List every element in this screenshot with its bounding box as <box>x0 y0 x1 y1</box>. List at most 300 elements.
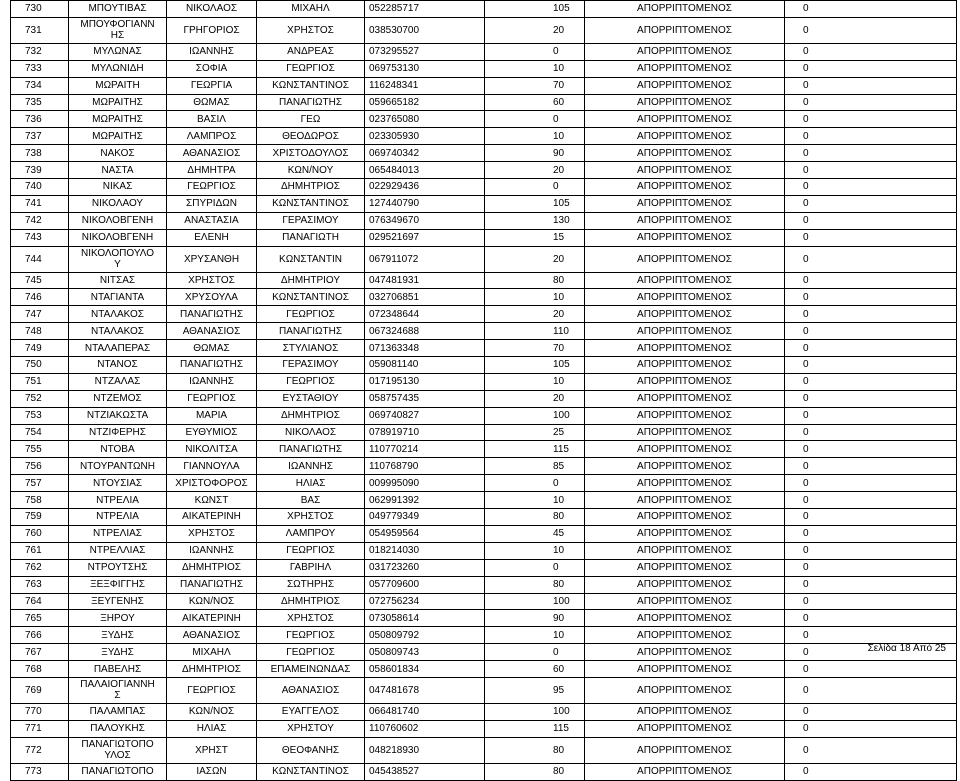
table-row <box>11 390 957 407</box>
cell-status: ΑΠΟΡΡΙΠΤΟΜΕΝΟΣ <box>585 424 785 441</box>
table-row <box>11 593 957 610</box>
cell-phone: 047481931 <box>365 272 485 289</box>
cell-value: 0 <box>785 424 957 441</box>
cell-phone: 065484013 <box>365 162 485 179</box>
cell-id: 744 <box>11 246 69 272</box>
cell-score: 10 <box>485 128 585 145</box>
cell-value: 0 <box>785 323 957 340</box>
cell-first-name: ΧΡΗΣΤΟΣ <box>167 525 257 542</box>
cell-id: 739 <box>11 162 69 179</box>
cell-surname: ΝΤΖΙΑΚΩΣΤΑ <box>69 407 167 424</box>
cell-phone: 059665182 <box>365 94 485 111</box>
cell-phone: 110760602 <box>365 720 485 737</box>
cell-score: 80 <box>485 509 585 526</box>
cell-first-name: ΘΩΜΑΣ <box>167 94 257 111</box>
table-row <box>11 17 957 43</box>
cell-father-name: ΘΕΟΦΑΝΗΣ <box>257 737 365 763</box>
table-row <box>11 542 957 559</box>
cell-value: 0 <box>785 128 957 145</box>
cell-surname: ΠΑΒΕΛΗΣ <box>69 661 167 678</box>
cell-phone: 059081140 <box>365 357 485 374</box>
cell-status: ΑΠΟΡΡΙΠΤΟΜΕΝΟΣ <box>585 323 785 340</box>
cell-phone: 054959564 <box>365 525 485 542</box>
page-footer: Σελίδα 18 Από 25 <box>867 643 946 654</box>
cell-id: 738 <box>11 145 69 162</box>
table-row <box>11 1 957 18</box>
cell-phone: 049779349 <box>365 509 485 526</box>
cell-id: 754 <box>11 424 69 441</box>
cell-value: 0 <box>785 720 957 737</box>
cell-value: 0 <box>785 246 957 272</box>
cell-first-name: ΓΕΩΡΓΙΑ <box>167 77 257 94</box>
cell-surname: ΝΤΑΓΙΑΝΤΑ <box>69 289 167 306</box>
cell-id: 762 <box>11 559 69 576</box>
cell-id: 733 <box>11 60 69 77</box>
cell-score: 115 <box>485 720 585 737</box>
cell-surname: ΜΥΛΩΝΙΔΗ <box>69 60 167 77</box>
cell-father-name: ΓΕΩΡΓΙΟΣ <box>257 542 365 559</box>
cell-score: 80 <box>485 763 585 780</box>
cell-value: 0 <box>785 610 957 627</box>
cell-status: ΑΠΟΡΡΙΠΤΟΜΕΝΟΣ <box>585 212 785 229</box>
cell-father-name: ΚΩΝΣΤΑΝΤΙΝΟΣ <box>257 763 365 780</box>
table-row <box>11 306 957 323</box>
cell-first-name: ΚΩΝ/ΝΟΣ <box>167 593 257 610</box>
cell-phone: 045438527 <box>365 763 485 780</box>
surname-line: Υ <box>114 259 121 271</box>
cell-surname: ΝΤΟΥΡΑΝΤΩΝΗ <box>69 458 167 475</box>
cell-first-name: ΕΥΘΥΜΙΟΣ <box>167 424 257 441</box>
cell-father-name: ΕΥΑΓΓΕΛΟΣ <box>257 703 365 720</box>
cell-first-name: ΓΕΩΡΓΙΟΣ <box>167 179 257 196</box>
cell-surname: ΝΤΖΑΛΑΣ <box>69 373 167 390</box>
cell-score: 90 <box>485 610 585 627</box>
cell-score: 10 <box>485 627 585 644</box>
cell-score: 10 <box>485 60 585 77</box>
cell-father-name: ΠΑΝΑΓΙΩΤΗΣ <box>257 323 365 340</box>
cell-score: 95 <box>485 677 585 703</box>
cell-first-name: ΧΡΗΣΤ <box>167 737 257 763</box>
cell-status: ΑΠΟΡΡΙΠΤΟΜΕΝΟΣ <box>585 272 785 289</box>
cell-value: 0 <box>785 458 957 475</box>
cell-surname: ΞΥΔΗΣ <box>69 644 167 661</box>
cell-id: 745 <box>11 272 69 289</box>
cell-status: ΑΠΟΡΡΙΠΤΟΜΕΝΟΣ <box>585 289 785 306</box>
cell-first-name: ΒΑΣΙΛ <box>167 111 257 128</box>
cell-value: 0 <box>785 644 957 661</box>
cell-phone: 038530700 <box>365 17 485 43</box>
cell-value: 0 <box>785 559 957 576</box>
cell-surname: ΝΤΟΥΣΙΑΣ <box>69 475 167 492</box>
table-row <box>11 458 957 475</box>
cell-phone: 052285717 <box>365 1 485 18</box>
cell-id: 766 <box>11 627 69 644</box>
cell-phone: 050809792 <box>365 627 485 644</box>
cell-status: ΑΠΟΡΡΙΠΤΟΜΕΝΟΣ <box>585 593 785 610</box>
table-row <box>11 94 957 111</box>
cell-first-name: ΔΗΜΗΤΡΙΟΣ <box>167 559 257 576</box>
cell-first-name: ΔΗΜΗΤΡΙΟΣ <box>167 661 257 678</box>
cell-status: ΑΠΟΡΡΙΠΤΟΜΕΝΟΣ <box>585 475 785 492</box>
cell-father-name: ΚΩΝΣΤΑΝΤΙΝΟΣ <box>257 77 365 94</box>
cell-surname: ΝΤΡΕΛΙΑΣ <box>69 525 167 542</box>
cell-father-name: ΔΗΜΗΤΡΙΟΣ <box>257 593 365 610</box>
cell-phone: 073295527 <box>365 43 485 60</box>
cell-status: ΑΠΟΡΡΙΠΤΟΜΕΝΟΣ <box>585 627 785 644</box>
cell-id: 742 <box>11 212 69 229</box>
cell-phone: 058601834 <box>365 661 485 678</box>
cell-phone: 023305930 <box>365 128 485 145</box>
cell-surname: ΝΙΚΟΛΟΒΓΕΝΗ <box>69 212 167 229</box>
table-row <box>11 737 957 763</box>
cell-father-name: ΧΡΙΣΤΟΔΟΥΛΟΣ <box>257 145 365 162</box>
cell-id: 772 <box>11 737 69 763</box>
cell-surname: ΞΥΔΗΣ <box>69 627 167 644</box>
table-row <box>11 627 957 644</box>
table-row <box>11 475 957 492</box>
cell-status: ΑΠΟΡΡΙΠΤΟΜΕΝΟΣ <box>585 407 785 424</box>
cell-father-name: ΑΝΔΡΕΑΣ <box>257 43 365 60</box>
cell-surname: ΠΑΛΑΜΠΑΣ <box>69 703 167 720</box>
cell-surname: ΠΑΛΟΥΚΗΣ <box>69 720 167 737</box>
cell-father-name: ΒΑΣ <box>257 492 365 509</box>
cell-score: 0 <box>485 475 585 492</box>
cell-surname: ΝΤΑΝΟΣ <box>69 357 167 374</box>
cell-id: 737 <box>11 128 69 145</box>
cell-father-name: ΓΕΩΡΓΙΟΣ <box>257 627 365 644</box>
cell-value: 0 <box>785 1 957 18</box>
table-row <box>11 576 957 593</box>
cell-phone: 023765080 <box>365 111 485 128</box>
table-row <box>11 340 957 357</box>
cell-value: 0 <box>785 373 957 390</box>
cell-status: ΑΠΟΡΡΙΠΤΟΜΕΝΟΣ <box>585 703 785 720</box>
cell-phone: 073058614 <box>365 610 485 627</box>
cell-value: 0 <box>785 229 957 246</box>
cell-value: 0 <box>785 390 957 407</box>
table-row <box>11 43 957 60</box>
cell-score: 0 <box>485 559 585 576</box>
cell-id: 761 <box>11 542 69 559</box>
cell-phone: 057709600 <box>365 576 485 593</box>
cell-first-name: ΙΩΑΝΝΗΣ <box>167 542 257 559</box>
cell-score: 10 <box>485 492 585 509</box>
cell-status: ΑΠΟΡΡΙΠΤΟΜΕΝΟΣ <box>585 43 785 60</box>
cell-first-name: ΛΑΜΠΡΟΣ <box>167 128 257 145</box>
table-row <box>11 492 957 509</box>
cell-surname: ΜΥΛΩΝΑΣ <box>69 43 167 60</box>
cell-phone: 009995090 <box>365 475 485 492</box>
cell-id: 764 <box>11 593 69 610</box>
cell-father-name: ΝΙΚΟΛΑΟΣ <box>257 424 365 441</box>
cell-phone: 110768790 <box>365 458 485 475</box>
cell-phone: 069753130 <box>365 60 485 77</box>
cell-phone: 029521697 <box>365 229 485 246</box>
cell-first-name: ΠΑΝΑΓΙΩΤΗΣ <box>167 306 257 323</box>
cell-id: 736 <box>11 111 69 128</box>
cell-surname: ΝΤΑΛΑΚΟΣ <box>69 323 167 340</box>
cell-value: 0 <box>785 627 957 644</box>
cell-status: ΑΠΟΡΡΙΠΤΟΜΕΝΟΣ <box>585 229 785 246</box>
cell-phone: 076349670 <box>365 212 485 229</box>
cell-surname <box>69 677 167 703</box>
cell-status: ΑΠΟΡΡΙΠΤΟΜΕΝΟΣ <box>585 60 785 77</box>
cell-father-name: ΚΩΝ/ΝΟΥ <box>257 162 365 179</box>
cell-surname: ΞΕΞΦΙΓΓΗΣ <box>69 576 167 593</box>
table-row <box>11 424 957 441</box>
cell-phone: 069740342 <box>365 145 485 162</box>
cell-value: 0 <box>785 763 957 780</box>
cell-score: 100 <box>485 593 585 610</box>
table-row <box>11 357 957 374</box>
cell-id: 768 <box>11 661 69 678</box>
cell-father-name: ΓΕΩΡΓΙΟΣ <box>257 60 365 77</box>
cell-phone: 072756234 <box>365 593 485 610</box>
cell-score: 70 <box>485 340 585 357</box>
cell-phone: 067324688 <box>365 323 485 340</box>
cell-status: ΑΠΟΡΡΙΠΤΟΜΕΝΟΣ <box>585 720 785 737</box>
cell-first-name: ΠΑΝΑΓΙΩΤΗΣ <box>167 357 257 374</box>
cell-surname: ΝΙΚΟΛΑΟΥ <box>69 195 167 212</box>
cell-father-name: ΚΩΝΣΤΑΝΤΙΝ <box>257 246 365 272</box>
cell-surname: ΝΙΤΣΑΣ <box>69 272 167 289</box>
table-row <box>11 323 957 340</box>
cell-father-name: ΧΡΗΣΤΟΣ <box>257 610 365 627</box>
cell-father-name: ΠΑΝΑΓΙΩΤΗΣ <box>257 441 365 458</box>
table-row <box>11 763 957 780</box>
cell-score: 60 <box>485 661 585 678</box>
cell-id: 746 <box>11 289 69 306</box>
cell-id: 757 <box>11 475 69 492</box>
cell-surname: ΝΤΑΛΑΚΟΣ <box>69 306 167 323</box>
table-row <box>11 77 957 94</box>
cell-father-name: ΚΩΝΣΤΑΝΤΙΝΟΣ <box>257 195 365 212</box>
cell-id: 773 <box>11 763 69 780</box>
cell-surname: ΝΤΡΕΛΛΙΑΣ <box>69 542 167 559</box>
cell-first-name: ΑΙΚΑΤΕΡΙΝΗ <box>167 610 257 627</box>
cell-status: ΑΠΟΡΡΙΠΤΟΜΕΝΟΣ <box>585 373 785 390</box>
cell-surname: ΜΩΡΑΙΤΗΣ <box>69 111 167 128</box>
cell-value: 0 <box>785 179 957 196</box>
cell-value: 0 <box>785 60 957 77</box>
cell-id: 758 <box>11 492 69 509</box>
cell-score: 10 <box>485 289 585 306</box>
table-row <box>11 229 957 246</box>
cell-id: 740 <box>11 179 69 196</box>
cell-father-name: ΘΕΟΔΩΡΟΣ <box>257 128 365 145</box>
cell-father-name: ΠΑΝΑΓΙΩΤΗΣ <box>257 94 365 111</box>
cell-first-name: ΙΩΑΝΝΗΣ <box>167 373 257 390</box>
cell-id: 734 <box>11 77 69 94</box>
cell-phone: 110770214 <box>365 441 485 458</box>
cell-score: 130 <box>485 212 585 229</box>
cell-surname: ΝΤΑΛΑΠΕΡΑΣ <box>69 340 167 357</box>
cell-first-name: ΑΙΚΑΤΕΡΙΝΗ <box>167 509 257 526</box>
cell-value: 0 <box>785 525 957 542</box>
cell-phone: 047481678 <box>365 677 485 703</box>
cell-first-name: ΝΙΚΟΛΑΟΣ <box>167 1 257 18</box>
cell-phone: 031723260 <box>365 559 485 576</box>
table-row <box>11 661 957 678</box>
table-row <box>11 525 957 542</box>
cell-surname: ΝΙΚΑΣ <box>69 179 167 196</box>
table-row <box>11 111 957 128</box>
cell-father-name: ΧΡΗΣΤΟΣ <box>257 509 365 526</box>
cell-value: 0 <box>785 661 957 678</box>
cell-status: ΑΠΟΡΡΙΠΤΟΜΕΝΟΣ <box>585 737 785 763</box>
cell-surname: ΝΤΡΟΥΤΣΗΣ <box>69 559 167 576</box>
cell-id: 750 <box>11 357 69 374</box>
cell-first-name: ΑΘΑΝΑΣΙΟΣ <box>167 323 257 340</box>
cell-score: 110 <box>485 323 585 340</box>
cell-phone: 066481740 <box>365 703 485 720</box>
cell-phone: 022929436 <box>365 179 485 196</box>
cell-father-name: ΔΗΜΗΤΡΙΟΣ <box>257 179 365 196</box>
table-row <box>11 128 957 145</box>
cell-status: ΑΠΟΡΡΙΠΤΟΜΕΝΟΣ <box>585 357 785 374</box>
cell-score: 80 <box>485 272 585 289</box>
cell-status: ΑΠΟΡΡΙΠΤΟΜΕΝΟΣ <box>585 492 785 509</box>
cell-value: 0 <box>785 357 957 374</box>
cell-id: 760 <box>11 525 69 542</box>
cell-surname: ΝΤΖΙΦΕΡΗΣ <box>69 424 167 441</box>
cell-father-name: ΓΕΩΡΓΙΟΣ <box>257 373 365 390</box>
cell-surname: ΝΤΟΒΑ <box>69 441 167 458</box>
cell-father-name: ΚΩΝΣΤΑΝΤΙΝΟΣ <box>257 289 365 306</box>
cell-phone: 048218930 <box>365 737 485 763</box>
cell-surname: ΝΤΡΕΛΙΑ <box>69 509 167 526</box>
cell-value: 0 <box>785 593 957 610</box>
cell-father-name: ΓΕΡΑΣΙΜΟΥ <box>257 357 365 374</box>
cell-score: 70 <box>485 77 585 94</box>
cell-status: ΑΠΟΡΡΙΠΤΟΜΕΝΟΣ <box>585 94 785 111</box>
cell-first-name: ΓΕΩΡΓΙΟΣ <box>167 390 257 407</box>
cell-first-name: ΝΙΚΟΛΙΤΣΑ <box>167 441 257 458</box>
cell-father-name: ΓΕΡΑΣΙΜΟΥ <box>257 212 365 229</box>
cell-status: ΑΠΟΡΡΙΠΤΟΜΕΝΟΣ <box>585 195 785 212</box>
cell-id: 765 <box>11 610 69 627</box>
cell-score: 115 <box>485 441 585 458</box>
cell-id: 771 <box>11 720 69 737</box>
cell-status: ΑΠΟΡΡΙΠΤΟΜΕΝΟΣ <box>585 162 785 179</box>
cell-score: 20 <box>485 390 585 407</box>
cell-father-name: ΧΡΗΣΤΟΥ <box>257 720 365 737</box>
cell-score: 100 <box>485 407 585 424</box>
cell-phone: 069740827 <box>365 407 485 424</box>
cell-phone: 116248341 <box>365 77 485 94</box>
cell-score: 80 <box>485 576 585 593</box>
table-row <box>11 212 957 229</box>
cell-score: 20 <box>485 246 585 272</box>
cell-first-name: ΑΘΑΝΑΣΙΟΣ <box>167 145 257 162</box>
cell-value: 0 <box>785 43 957 60</box>
cell-status: ΑΠΟΡΡΙΠΤΟΜΕΝΟΣ <box>585 128 785 145</box>
cell-first-name: ΧΡΥΣΟΥΛΑ <box>167 289 257 306</box>
surname-line: ΜΠΟΥΦΟΓΙΑΝΝ <box>80 19 155 31</box>
cell-value: 0 <box>785 289 957 306</box>
cell-status: ΑΠΟΡΡΙΠΤΟΜΕΝΟΣ <box>585 542 785 559</box>
cell-id: 759 <box>11 509 69 526</box>
cell-phone: 071363348 <box>365 340 485 357</box>
cell-father-name: ΓΕΩΡΓΙΟΣ <box>257 306 365 323</box>
cell-phone: 058757435 <box>365 390 485 407</box>
cell-value: 0 <box>785 441 957 458</box>
cell-first-name: ΘΩΜΑΣ <box>167 340 257 357</box>
cell-phone: 032706851 <box>365 289 485 306</box>
cell-first-name: ΧΡΗΣΤΟΣ <box>167 272 257 289</box>
cell-id: 751 <box>11 373 69 390</box>
table-row <box>11 246 957 272</box>
cell-father-name: ΣΤΥΛΙΑΝΟΣ <box>257 340 365 357</box>
cell-score: 20 <box>485 162 585 179</box>
cell-status: ΑΠΟΡΡΙΠΤΟΜΕΝΟΣ <box>585 306 785 323</box>
cell-score: 10 <box>485 373 585 390</box>
cell-surname: ΞΕΥΓΕΝΗΣ <box>69 593 167 610</box>
cell-father-name: ΗΛΙΑΣ <box>257 475 365 492</box>
cell-first-name: ΠΑΝΑΓΙΩΤΗΣ <box>167 576 257 593</box>
surname-line: Σ <box>114 690 121 702</box>
cell-surname: ΜΩΡΑΙΤΗΣ <box>69 128 167 145</box>
cell-father-name: ΓΕΩ <box>257 111 365 128</box>
cell-status: ΑΠΟΡΡΙΠΤΟΜΕΝΟΣ <box>585 576 785 593</box>
cell-value: 0 <box>785 195 957 212</box>
cell-value: 0 <box>785 111 957 128</box>
cell-score: 80 <box>485 737 585 763</box>
cell-first-name: ΓΙΑΝΝΟΥΛΑ <box>167 458 257 475</box>
records-table <box>10 0 957 781</box>
cell-id: 749 <box>11 340 69 357</box>
cell-first-name: ΧΡΥΣΑΝΘΗ <box>167 246 257 272</box>
cell-surname: ΞΗΡΟΥ <box>69 610 167 627</box>
cell-first-name: ΣΟΦΙΑ <box>167 60 257 77</box>
cell-status: ΑΠΟΡΡΙΠΤΟΜΕΝΟΣ <box>585 610 785 627</box>
cell-value: 0 <box>785 475 957 492</box>
table-row <box>11 145 957 162</box>
table-body <box>11 1 957 781</box>
table-row <box>11 179 957 196</box>
cell-first-name: ΚΩΝ/ΝΟΣ <box>167 703 257 720</box>
cell-status: ΑΠΟΡΡΙΠΤΟΜΕΝΟΣ <box>585 246 785 272</box>
cell-status: ΑΠΟΡΡΙΠΤΟΜΕΝΟΣ <box>585 1 785 18</box>
table-row <box>11 610 957 627</box>
cell-status: ΑΠΟΡΡΙΠΤΟΜΕΝΟΣ <box>585 677 785 703</box>
cell-value: 0 <box>785 703 957 720</box>
cell-surname <box>69 17 167 43</box>
cell-surname: ΜΩΡΑΙΤΗΣ <box>69 94 167 111</box>
table-row <box>11 441 957 458</box>
cell-score: 15 <box>485 229 585 246</box>
cell-surname: ΜΠΟΥΤΙΒΑΣ <box>69 1 167 18</box>
cell-id: 752 <box>11 390 69 407</box>
cell-score: 20 <box>485 306 585 323</box>
cell-score: 0 <box>485 179 585 196</box>
cell-father-name: ΙΩΑΝΝΗΣ <box>257 458 365 475</box>
cell-value: 0 <box>785 407 957 424</box>
cell-id: 767 <box>11 644 69 661</box>
cell-value: 0 <box>785 162 957 179</box>
table-row <box>11 162 957 179</box>
cell-phone: 018214030 <box>365 542 485 559</box>
cell-first-name: ΕΛΕΝΗ <box>167 229 257 246</box>
cell-id: 748 <box>11 323 69 340</box>
cell-score: 20 <box>485 17 585 43</box>
cell-first-name: ΜΑΡΙΑ <box>167 407 257 424</box>
cell-value: 0 <box>785 492 957 509</box>
cell-status: ΑΠΟΡΡΙΠΤΟΜΕΝΟΣ <box>585 77 785 94</box>
cell-score: 90 <box>485 145 585 162</box>
cell-score: 105 <box>485 357 585 374</box>
cell-score: 60 <box>485 94 585 111</box>
